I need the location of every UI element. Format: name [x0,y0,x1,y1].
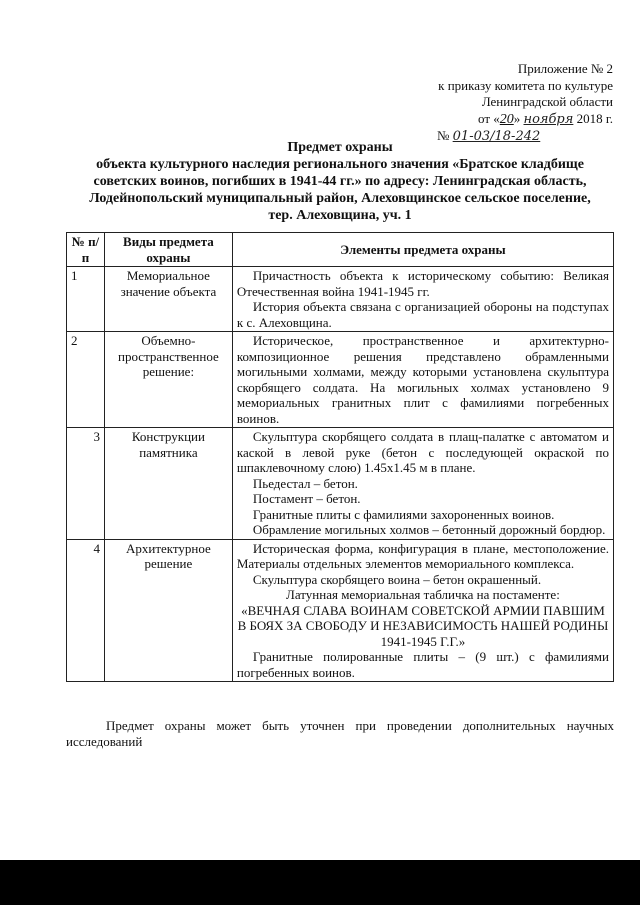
title-line: Лодейнопольский муниципальный район, Алеховщинское сельское поселение, [89,191,591,206]
row-num: 1 [67,267,105,332]
table-row [67,539,614,682]
title-line: советских воинов, погибших в 1941-44 гг.» по адресу: Ленинградская область, [93,174,587,189]
title-line: объекта культурного наследия регионального значения «Братское кладбище [96,157,584,172]
row-kind: Конструкции памятника [104,428,232,540]
appendix-region: Ленинградской области [481,94,613,109]
handwritten-month: ноября [523,111,574,127]
row-elements: Историческая форма, конфигурация в плане, местоположение. Материалы отдельных элементов мемориального комплекса. Скульптура скорбящего воина – бетон окрашенный. Латунная мемориальная табличка на постаменте: «ВЕЧНАЯ СЛАВА ВОИНАМ СОВЕТСКОЙ АРМИИ ПАВШИМ В БОЯХ ЗА СВОБОДУ И НЕЗАВИСИМОСТЬ НАШЕЙ РОДИНЫ 1941-1945 Г.Г.» Гранитные полированные плиты – (9 шт.) с фамилиями погребенных воинов. [232,539,613,682]
appendix-order: к приказу комитета по культуре [438,77,613,93]
scan-border [0,860,640,905]
footer-note: Предмет охраны может быть уточнен при проведении дополнительных научных исследований [66,718,614,749]
table-header-row [67,233,614,267]
handwritten-day: 20 [499,111,514,127]
row-elements: Причастность объекта к историческому событию: Великая Отечественная война 1941-1945 гг. История объекта связана с организацией обороны на подступах к с. Алеховщина. [232,267,613,332]
title-line: тер. Алеховщина, уч. 1 [268,208,412,223]
row-kind: Мемориальное значение объекта [104,267,232,332]
memorial-inscription: «ВЕЧНАЯ СЛАВА ВОИНАМ СОВЕТСКОЙ АРМИИ ПАВШИМ В БОЯХ ЗА СВОБОДУ И НЕЗАВИСИМОСТЬ НАШЕЙ РОДИНЫ 1941-1945 Г.Г.» [237,602,609,649]
handwritten-number: 01-03/18-242 [452,129,541,144]
table-row [67,428,614,540]
protection-table [66,232,614,682]
row-elements: Историческое, пространственное и архитектурно-композиционное решения представлено обрамленными могильными холмами, между которыми установлена скульптура скорбящего солдата. На могильных холмах установлено 9 мемориальных гранитных плит с фамилиями погребенных воинов. [232,332,613,428]
row-kind: Объемно-пространственное решение: [104,332,232,428]
row-kind: Архитектурное решение [104,539,232,682]
header-num: № п/п [67,233,105,267]
appendix-date: от «20» ноября 2018 г. [477,110,613,127]
row-elements: Скульптура скорбящего солдата в плащ-палатке с автоматом и каской в левой руке (бетон с последующей окраской по шпаклевочному слою) 1.45х1.45 м в плане. Пьедестал – бетон. Постамент – бетон. Гранитные плиты с фамилиями захороненных воинов. Обрамление могильных холмов – бетонный дорожный бордюр. [232,428,613,540]
header-elements: Элементы предмета охраны [232,233,613,267]
table-row [67,267,614,332]
document-title [60,139,620,224]
row-num: 3 [67,428,105,540]
row-num: 4 [67,539,105,682]
table-row [67,332,614,428]
title-heading: Предмет охраны [287,140,393,155]
row-num: 2 [67,332,105,428]
appendix-title: Приложение № 2 [517,61,613,76]
header-kind: Виды предмета охраны [104,233,232,267]
appendix-number: № 01-03/18-242 [437,128,541,144]
appendix-block [413,61,613,146]
